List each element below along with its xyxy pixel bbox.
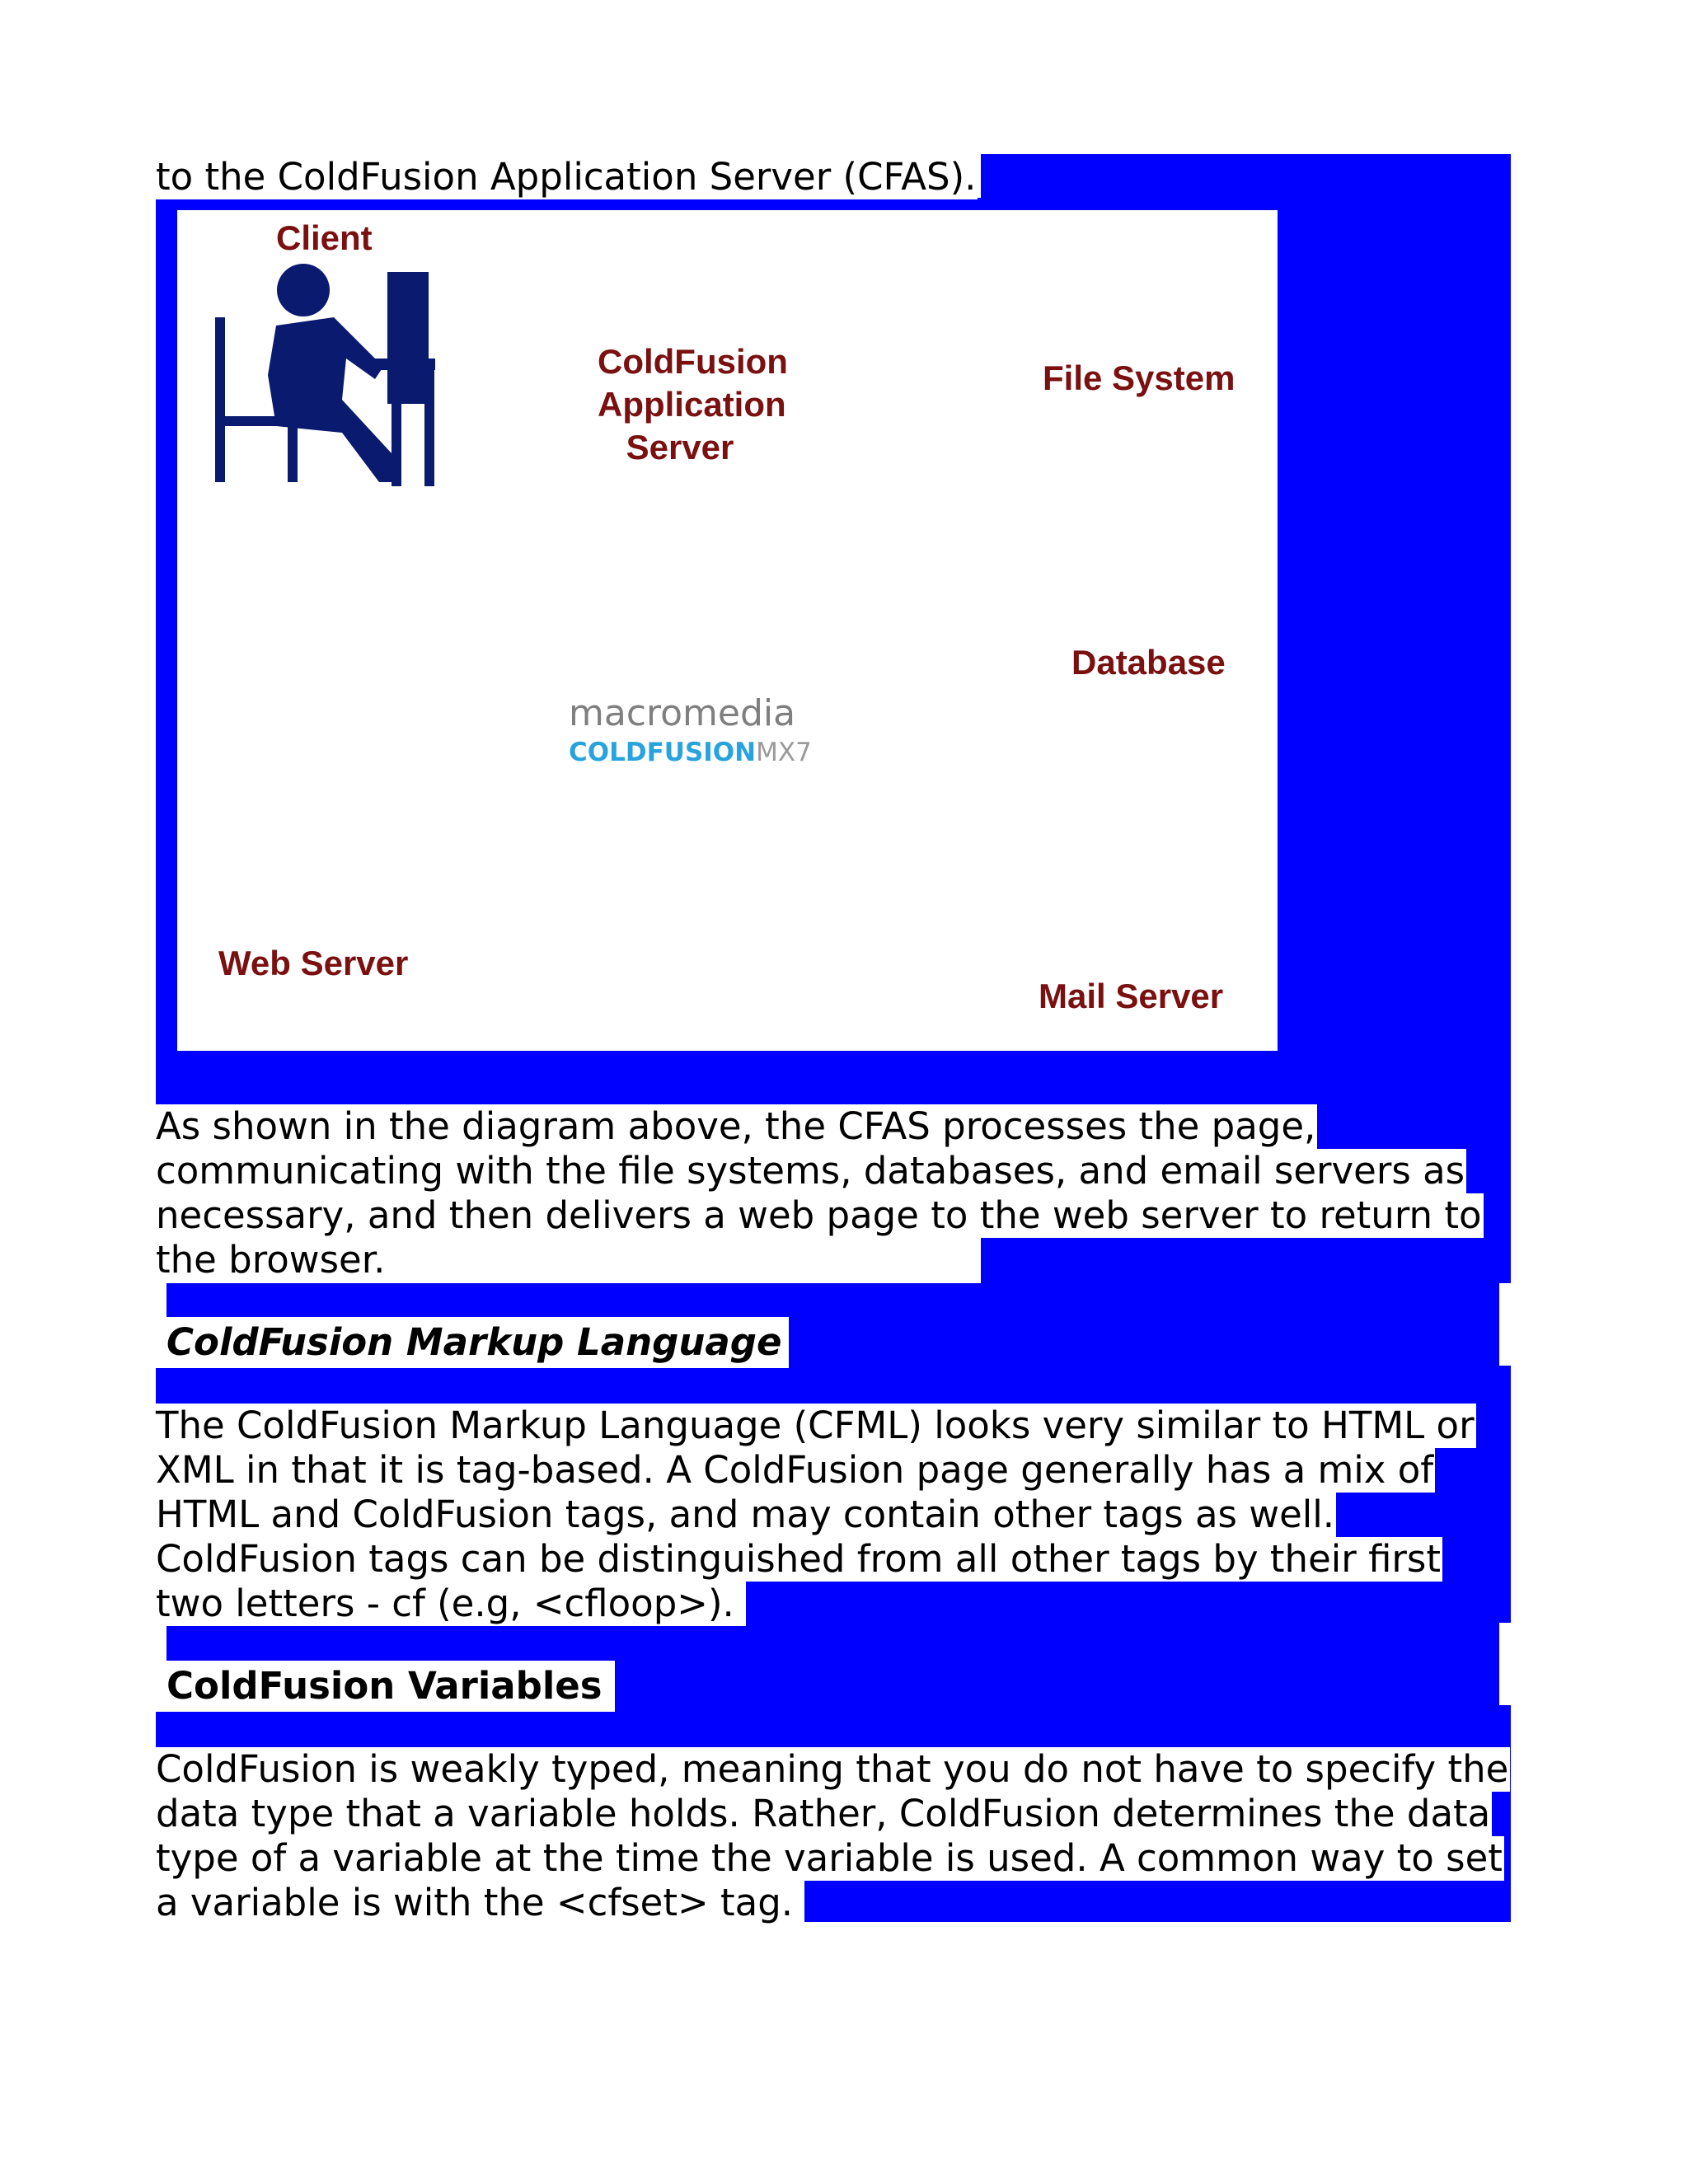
database-label: Database: [1071, 643, 1226, 682]
section-heading-cfml: ColdFusion Markup Language: [166, 1320, 782, 1364]
paragraph-line: a variable is with the <cfset> tag.: [156, 1881, 804, 1925]
logo-version: MX7: [756, 738, 812, 767]
mail-server-label: Mail Server: [1039, 977, 1224, 1015]
paragraph-line: The ColdFusion Markup Language (CFML) looks very similar to HTML or: [156, 1404, 1475, 1447]
paragraph-line: type of a variable at the time the variable is used. A common way to set: [156, 1836, 1503, 1880]
paragraph-line: ColdFusion is weakly typed, meaning that you do not have to specify the: [156, 1747, 1509, 1791]
server-label-line2: Application: [598, 385, 786, 424]
file-system-label: File System: [1043, 359, 1236, 397]
web-server-label: Web Server: [218, 944, 409, 982]
server-label-line1: ColdFusion: [598, 342, 788, 381]
paragraph-line: ColdFusion tags can be distinguished from all other tags by their first: [156, 1537, 1442, 1581]
paragraph-line: As shown in the diagram above, the CFAS processes the page,: [156, 1104, 1316, 1148]
section-heading-variables: ColdFusion Variables: [166, 1664, 603, 1708]
logo-product-name: COLDFUSION: [569, 738, 757, 767]
logo-brand-text: macromedia: [569, 692, 796, 734]
logo-product-text: [569, 738, 812, 767]
client-label: Client: [276, 218, 373, 257]
diagram-graphics: [177, 210, 1278, 1051]
paragraph-line: two letters - cf (e.g, <cfloop>).: [156, 1582, 746, 1626]
server-label-line3: Server: [626, 428, 734, 466]
paragraph-line: necessary, and then delivers a web page to the web server to return to: [156, 1193, 1482, 1237]
intro-text-line: to the ColdFusion Application Server (CFAS).: [156, 155, 977, 199]
paragraph-line: communicating with the file systems, databases, and email servers as: [156, 1149, 1465, 1193]
paragraph-line: XML in that it is tag-based. A ColdFusion page generally has a mix of: [156, 1448, 1434, 1492]
paragraph-line: HTML and ColdFusion tags, and may contain other tags as well.: [156, 1493, 1335, 1536]
paragraph-line: data type that a variable holds. Rather, ColdFusion determines the data: [156, 1792, 1491, 1835]
paragraph-line: the browser.: [156, 1238, 396, 1282]
client-computer-user-icon: [215, 264, 435, 486]
coldfusion-architecture-diagram: [177, 210, 1278, 1051]
